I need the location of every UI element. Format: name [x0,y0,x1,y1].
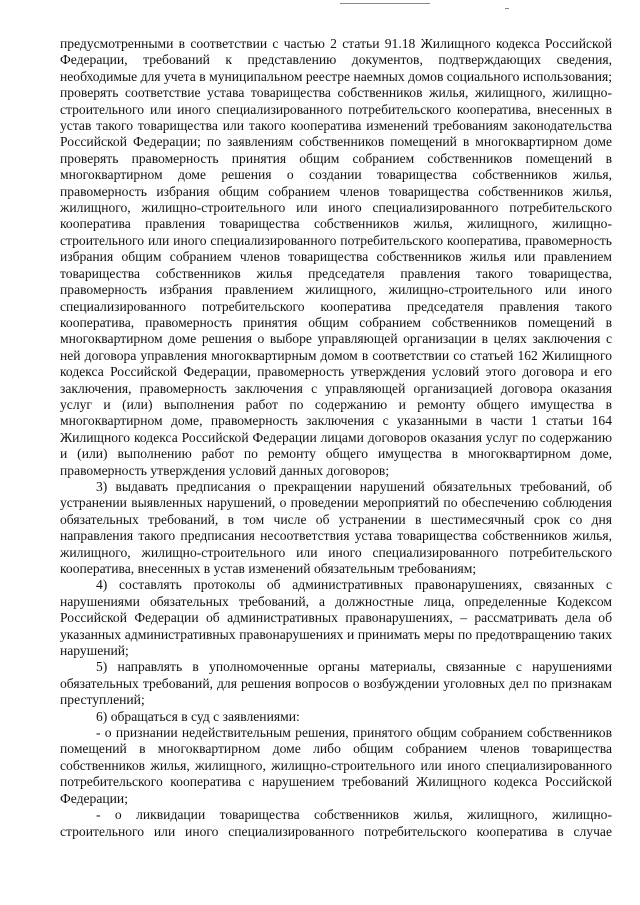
paragraph: - о ликвидации товарищества собственников жилья, жилищного, жилищно-строительного или иного специализированного потребительского кооператива в случае [60,807,612,839]
paragraph: 3) выдавать предписания о прекращении нарушений обязательных требований, об устранении выявленных нарушений, о проведении мероприятий по обеспечению соблюдения обязательных требований, в том числе об устранении в шестимесячный срок со дня направления такого предписания несоответствия устава товарищества собственников жилья, жилищного, жилищно-строительного или иного специализированного потребительского кооператива, внесенных в устав изменений обязательным требованиям; [60,478,612,576]
paragraph: 4) составлять протоколы об административных правонарушениях, связанных с нарушениями обязательных требований, а должностные лица, определенные Кодексом Российской Федерации об административных правонарушениях, – рассматривать дела об указанных административных правонарушениях и принимать меры по предотвращению таких нарушений; [60,577,612,659]
paragraph: 5) направлять в уполномоченные органы материалы, связанные с нарушениями обязательных требований, для решения вопросов о возбуждении уголовных дел по признакам преступлений; [60,659,612,708]
paragraph: - о признании недействительным решения, принятого общим собранием собственников помещений в многоквартирном доме либо общим собранием членов товарищества собственников жилья, жилищного, жилищно-строительного или иного специализированного потребительского кооператива с нарушением требований Жилищного кодекса Российской Федерации; [60,725,612,806]
paragraph: 6) обращаться в суд с заявлениями: [96,708,300,724]
paragraph: предусмотренными в соответствии с частью 2 статьи 91.18 Жилищного кодекса Российской Федерации, требований к представлению документов, подтверждающих сведения, необходимые для учета в муниципальном реестре наемных домов социального использования; проверять соответствие устава товарищества собственников жилья, жилищного, жилищно-строительного или иного специализированного потребительского кооператива, внесенных в устав такого товарищества или такого кооператива изменений требованиям законодательства Российской Федерации; по заявлениям собственников помещений в многоквартирном доме проверять правомерность принятия общим собранием собственников помещений в многоквартирном доме решения о создании товарищества собственников жилья, правомерность избрания общим собранием членов товарищества собственников жилья, жилищного, жилищно-строительного или иного специализированного потребительского кооператива правления товарищества собственников жилья, жилищного, жилищно-строительного или иного специализированного потребительского кооператива, правомерность избрания общим собранием членов товарищества собственников жилья или правлением товарищества собственников жилья председателя правления такого товарищества, правомерность избрания правлением жилищного, жилищно-строительного или иного специализированного потребительского кооператива председателя правления такого кооператива, правомерность принятия общим собранием собственников помещений в многоквартирном доме решения о выборе управляющей организации в целях заключения с ней договора управления многоквартирным домом в соответствии со статьей 162 Жилищного кодекса Российской Федерации, правомерность утверждения условий этого договора и его заключения, правомерность заключения с управляющей организацией договора оказания услуг и (или) выполнения работ по содержанию и ремонту общего имущества в многоквартирном доме, правомерность заключения с указанными в части 1 статьи 164 Жилищного кодекса Российской Федерации лицами договоров оказания услуг по содержанию и (или) выполнению работ по ремонту общего имущества в многоквартирном доме, правомерность утверждения условий данных договоров; [60,36,612,478]
document-body [60,36,612,840]
scan-mark [340,3,430,4]
scan-mark [505,8,509,9]
